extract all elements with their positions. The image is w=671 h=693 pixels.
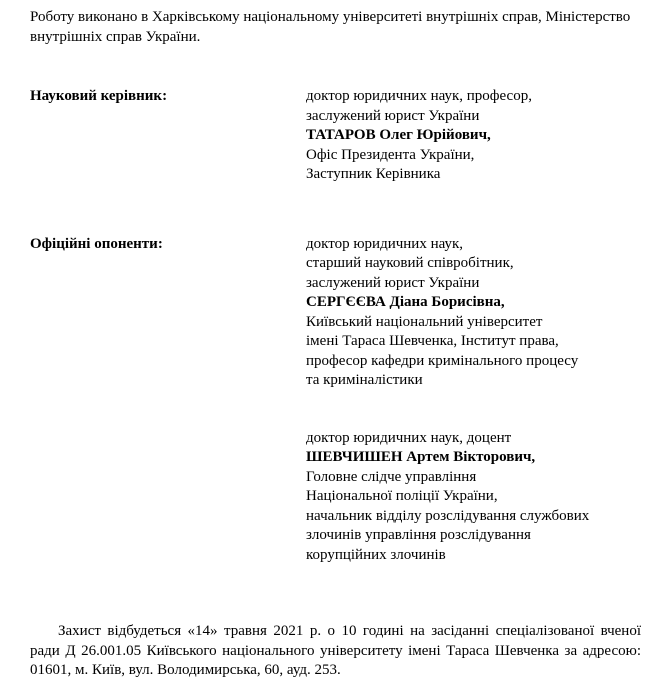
supervisor-line: Офіс Президента України, — [306, 146, 475, 163]
opponent-line: доктор юридичних наук, доцент — [306, 429, 512, 446]
opponent-line: професор кафедри кримінального процесу — [306, 352, 579, 369]
opponent-first — [306, 235, 641, 391]
opponent-line: старший науковий співробітник, — [306, 255, 514, 271]
opponent-line: злочинів управління розслідування — [306, 527, 531, 543]
work-performed-paragraph: Роботу виконано в Харківському національному університеті внутрішніх справ, Міністерство внутрішніх справ України. — [30, 9, 631, 45]
opponent-line: Національної поліції України, — [306, 488, 498, 504]
opponents-label: Офіційні опоненти: — [30, 235, 163, 252]
supervisor-name: ТАТАРОВ Олег Юрійович, — [306, 127, 491, 143]
opponent-name: СЕРГЄЄВА Діана Борисівна, — [306, 294, 505, 310]
opponent-line: начальник відділу розслідування службових — [306, 507, 590, 524]
supervisor-line: Заступник Керівника — [306, 166, 441, 182]
opponent-line: та криміналістики — [306, 372, 423, 388]
opponent-line: Київський національний університет — [306, 313, 543, 330]
opponent-line: Головне слідче управління — [306, 468, 477, 485]
opponent-name: ШЕВЧИШЕН Артем Вікторович, — [306, 449, 536, 465]
supervisor-line: доктор юридичних наук, професор, — [306, 88, 532, 104]
supervisor-details — [306, 87, 641, 185]
supervisor-line: заслужений юрист України — [306, 107, 480, 124]
opponents-details — [306, 235, 641, 566]
defense-paragraph: Захист відбудеться «14» травня 2021 р. о 10 годині на засіданні спеціалізованої вченої ради Д 26.001.05 Київського національного університету імені Тараса Шевченка за адресою: 01601, м. Київ, вул. Володимирська, 60, ауд. 253. — [30, 623, 641, 678]
supervisor-section — [30, 87, 641, 185]
opponent-line: заслужений юрист України — [306, 274, 480, 291]
opponent-second — [306, 429, 641, 566]
opponent-line: доктор юридичних наук, — [306, 235, 464, 252]
opponent-line: імені Тараса Шевченка, Інститут права, — [306, 333, 559, 349]
opponent-line: корупційних злочинів — [306, 546, 446, 563]
opponents-section — [30, 235, 641, 566]
supervisor-label: Науковий керівник: — [30, 88, 168, 104]
